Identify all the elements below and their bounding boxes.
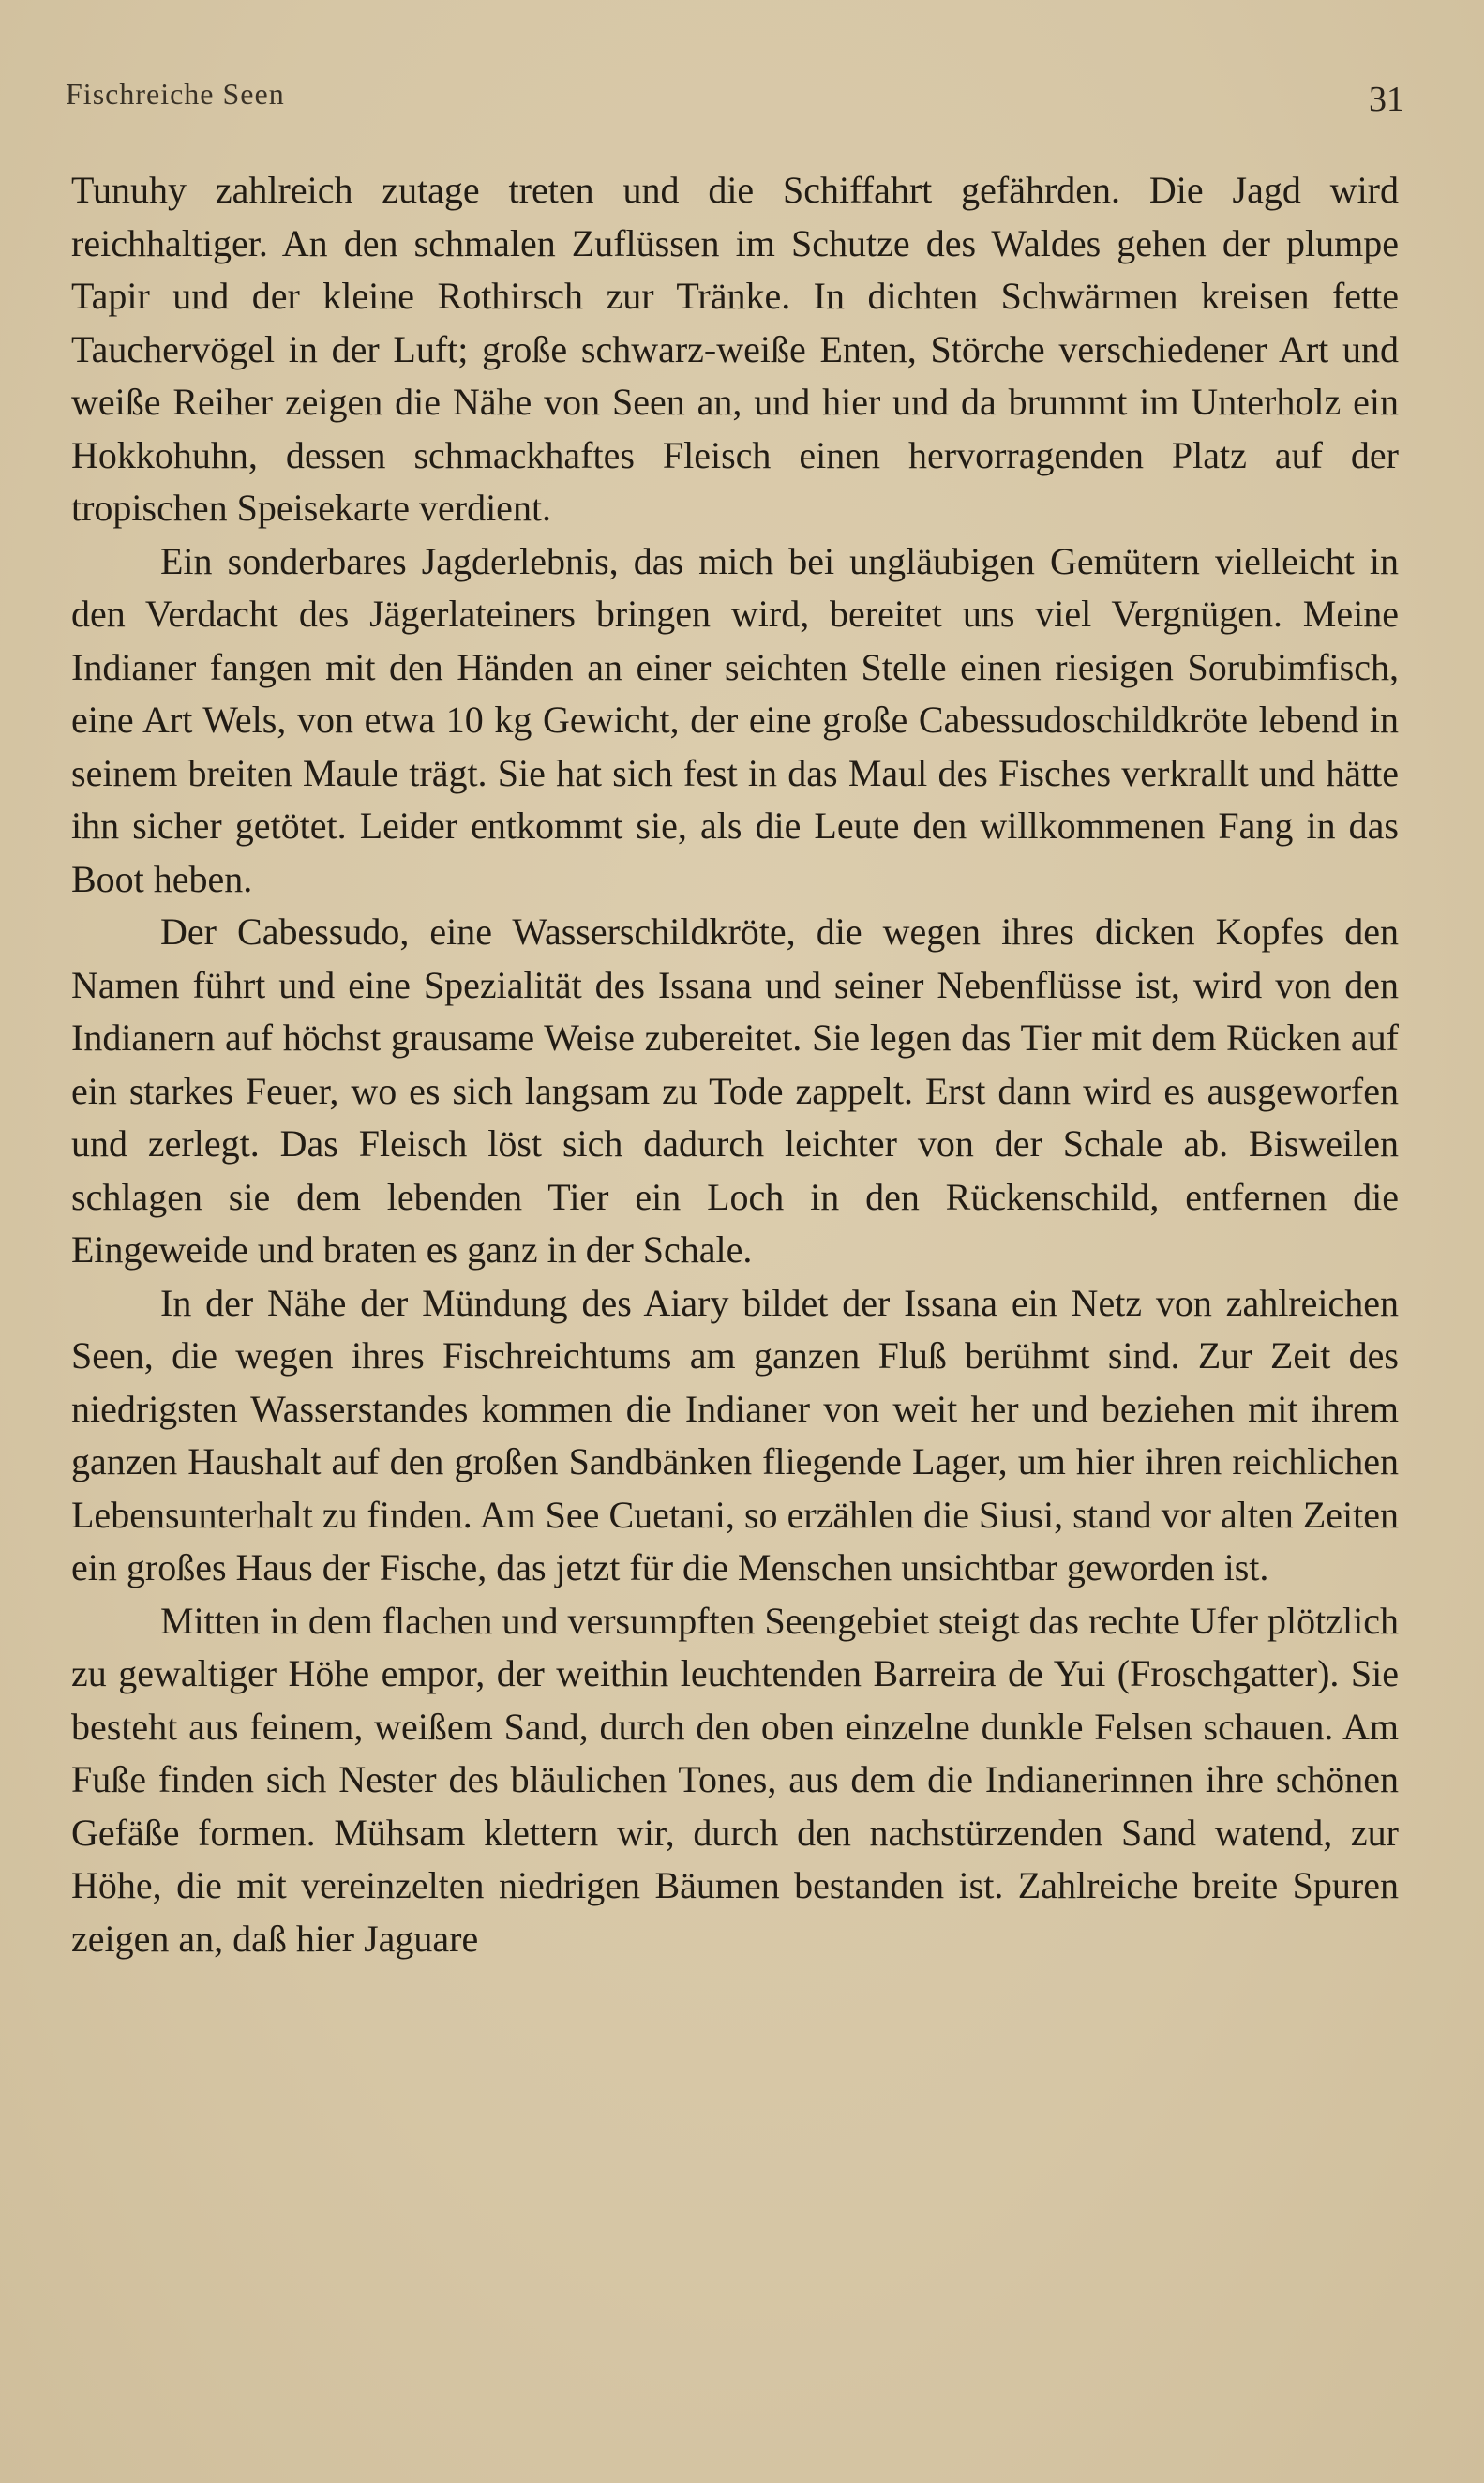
- paragraph-5: Mitten in dem flachen und versumpften Seengebiet steigt das rechte Ufer plötzlich zu gewaltiger Höhe empor, der weithin leuchtenden Barreira de Yui (Froschgatter). Sie besteht aus feinem, weißem Sand, durch den oben einzelne dunkle Felsen schauen. Am Fuße finden sich Nester des bläulichen Tones, aus dem die Indianerinnen ihre schönen Gefäße formen. Mühsam klettern wir, durch den nachstürzenden Sand watend, zur Höhe, die mit vereinzelten niedrigen Bäumen bestanden ist. Zahlreiche breite Spuren zeigen an, daß hier Jaguare: [71, 1599, 1399, 1960]
- body-text: [71, 164, 1399, 1965]
- paragraph-1: Tunuhy zahlreich zutage treten und die Schiffahrt gefährden. Die Jagd wird reichhaltiger. An den schmalen Zuflüssen im Schutze des Waldes gehen der plumpe Tapir und der kleine Rothirsch zur Tränke. In dichten Schwärmen kreisen fette Tauchervögel in der Luft; große schwarz-weiße Enten, Störche verschiedener Art und weiße Reiher zeigen die Nähe von Seen an, und hier und da brummt im Unterholz ein Hokkohuhn, dessen schmackhaftes Fleisch einen hervorragenden Platz auf der tropischen Speisekarte verdient.: [71, 169, 1399, 529]
- paragraph-4: In der Nähe der Mündung des Aiary bildet der Issana ein Netz von zahlreichen Seen, die wegen ihres Fischreichtums am ganzen Fluß berühmt sind. Zur Zeit des niedrigsten Wasserstandes kommen die Indianer von weit her und beziehen mit ihrem ganzen Haushalt auf den großen Sandbänken fliegende Lager, um hier ihren reichlichen Lebensunterhalt zu finden. Am See Cuetani, so erzählen die Siusi, stand vor alten Zeiten ein großes Haus der Fische, das jetzt für die Menschen unsichtbar geworden ist.: [71, 1281, 1399, 1588]
- running-title: Fischreiche Seen: [66, 77, 285, 111]
- paragraph-3: Der Cabessudo, eine Wasserschildkröte, die wegen ihres dicken Kopfes den Namen führt und eine Spezialität des Issana und seiner Nebenflüsse ist, wird von den Indianern auf höchst grausame Weise zubereitet. Sie legen das Tier mit dem Rücken auf ein starkes Feuer, wo es sich langsam zu Tode zappelt. Erst dann wird es ausgeworfen und zerlegt. Das Fleisch löst sich dadurch leichter von der Schale ab. Bisweilen schlagen sie dem lebenden Tier ein Loch in den Rückenschild, entfernen die Eingeweide und braten es ganz in der Schale.: [71, 910, 1399, 1271]
- paragraph-2: Ein sonderbares Jagderlebnis, das mich bei ungläubigen Gemütern vielleicht in den Verdacht des Jägerlateiners bringen wird, bereitet uns viel Vergnügen. Meine Indianer fangen mit den Händen an einer seichten Stelle einen riesigen Sorubimfisch, eine Art Wels, von etwa 10 kg Gewicht, der eine große Cabessudoschildkröte lebend in seinem breiten Maule trägt. Sie hat sich fest in das Maul des Fisches verkrallt und hätte ihn sicher getötet. Leider entkommt sie, als die Leute den willkommenen Fang in das Boot heben.: [71, 539, 1399, 900]
- running-head: [66, 73, 1404, 129]
- page-number: 31: [1369, 80, 1404, 119]
